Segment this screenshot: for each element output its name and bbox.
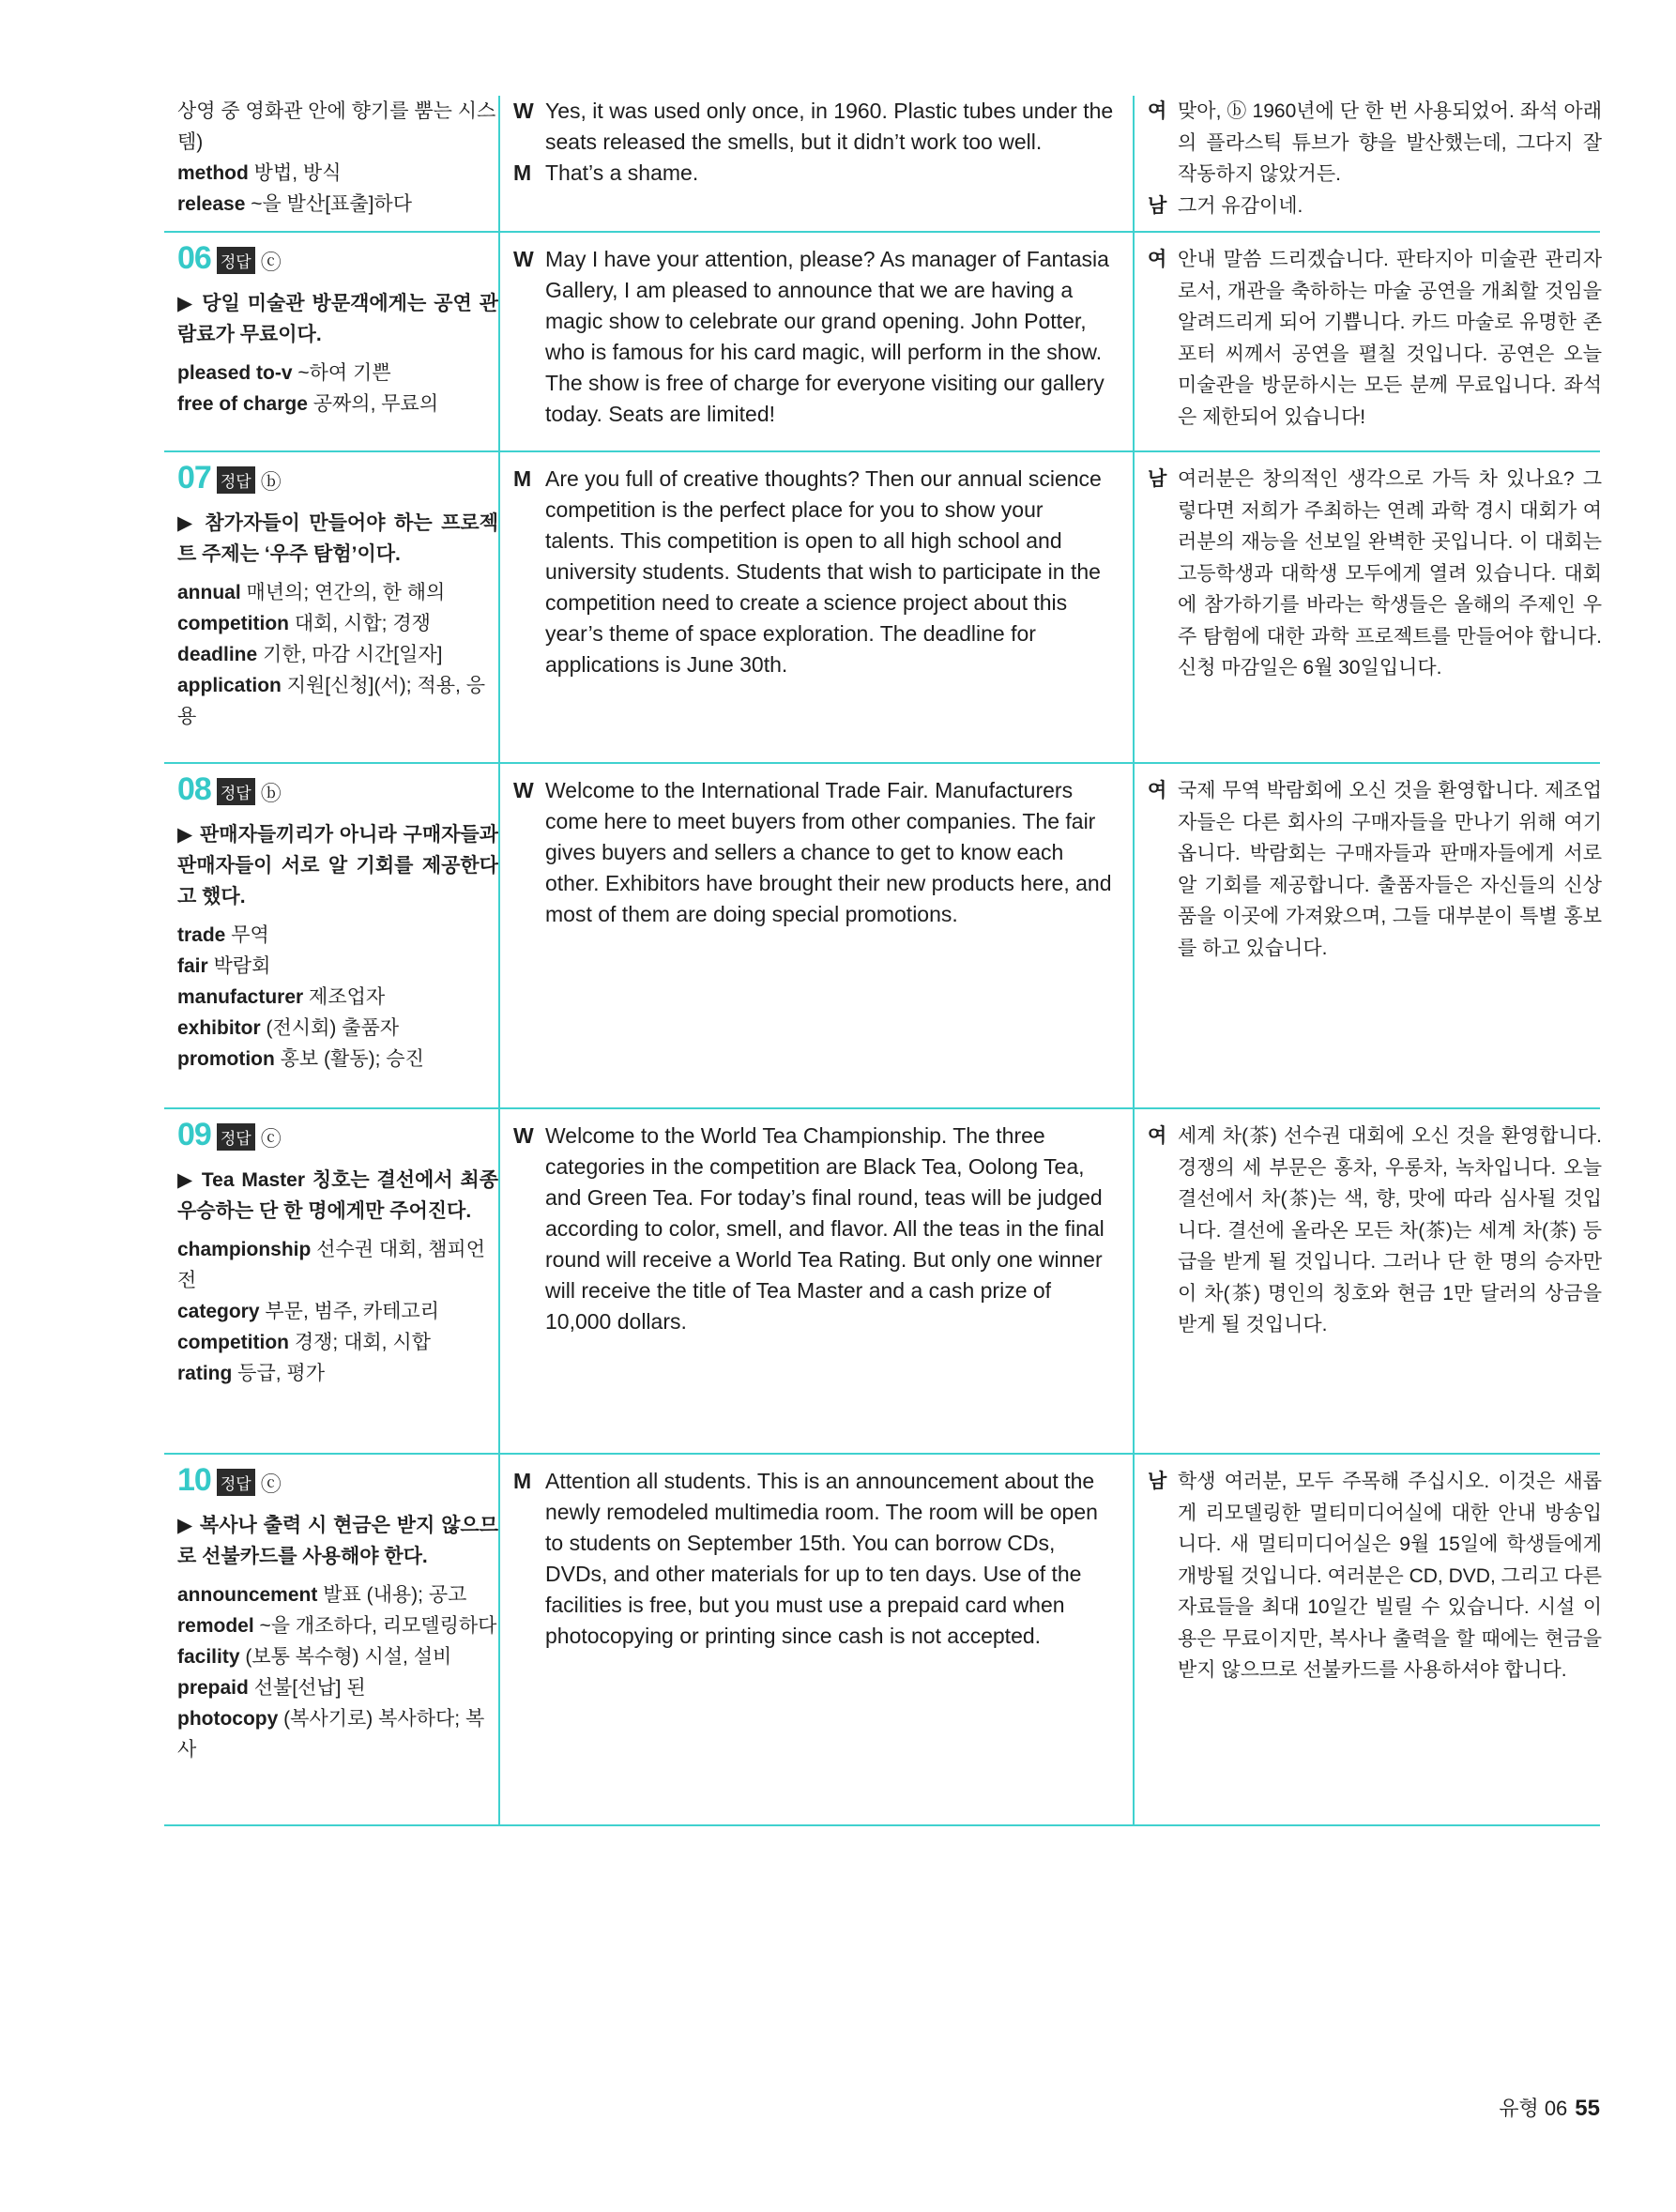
explanation: ▶ 판매자들끼리가 아니라 구매자들과 판매자들이 서로 알 기회를 제공한다고 했다.	[177, 824, 498, 908]
translation-line: 여 안내 말씀 드리겠습니다. 판타지아 미술관 관리자로서, 개관을 축하하는 마술 공연을 개최할 것임을 알려드리게 되어 기쁩니다. 카드 마술로 유명한 존 포터 씨께서 공연을 펼칠 것입니다. 공연은 오늘 미술관을 방문하시는 모든 분께 무료입니다. 좌석은 제한되어 있습니다!	[1148, 249, 1602, 428]
translation-column	[1133, 96, 1602, 231]
explanation: ▶ Tea Master 칭호는 결선에서 최종 우승하는 단 한 명에게만 주어진다.	[177, 1169, 498, 1223]
translation-line: 남 그거 유감이네.	[1148, 194, 1303, 217]
answer-label: 정답	[217, 1469, 255, 1496]
translation-line: 남 여러분은 창의적인 생각으로 가득 차 있나요? 그렇다면 저희가 주최하는 연례 과학 경시 대회가 여러분의 재능을 선보일 완벽한 곳입니다. 이 대회는 고등학생과 대학생 모두에게 열려 있습니다. 대회에 참가하기를 바라는 학생들은 올해의 주제인 우주 탐험에 대한 과학 프로젝트를 만들어야 합니다. 신청 마감일은 6월 30일입니다.	[1148, 468, 1602, 679]
translation-line: 여 맞아, ⓑ 1960년에 단 한 번 사용되었어. 좌석 아래의 플라스틱 튜브가 향을 발산했는데, 그다지 잘 작동하지 않았거든.	[1148, 100, 1602, 185]
translation-line: 여 국제 무역 박람회에 오신 것을 환영합니다. 제조업자들은 다른 회사의 구매자들을 만나기 위해 여기 옵니다. 박람회는 구매자들과 판매자들에게 서로 알 기회를 제공합니다. 출품자들은 자신들의 신상품을 이곳에 가져왔으며, 그들 대부분이 특별 홍보를 하고 있습니다.	[1148, 780, 1602, 959]
page-number: 55	[1575, 2096, 1600, 2121]
explanation: ▶ 복사나 출력 시 현금은 받지 않으므로 선불카드를 사용해야 한다.	[177, 1515, 498, 1568]
translation-column	[1133, 1109, 1602, 1453]
script-line: M Are you full of creative thoughts? Then our annual science competition is the perfect place for you to show your talents. This competition is open to all high school and university students. Students that wish to participate in the competition need to create a science project about this year’s theme of space exploration. The deadline for applications is June 30th.	[513, 466, 1102, 677]
script-line: M That’s a shame.	[513, 160, 699, 185]
answer-column	[177, 764, 498, 1107]
question-number: 08	[177, 771, 211, 807]
explanation: ▶ 참가자들이 만들어야 하는 프로젝트 주제는 ‘우주 탐험’이다.	[177, 512, 498, 566]
vocab-item: competition 경쟁; 대회, 시합	[177, 1332, 431, 1354]
vocab-item: deadline 기한, 마감 시간[일자]	[177, 644, 443, 666]
vocab-item: rating 등급, 평가	[177, 1363, 325, 1385]
vocab-item: free of charge 공짜의, 무료의	[177, 393, 439, 416]
script-column	[498, 233, 1133, 450]
vocab-item: exhibitor (전시회) 출품자	[177, 1017, 400, 1040]
answer-column	[177, 452, 498, 762]
vocab-column	[177, 96, 498, 231]
answer-label: 정답	[217, 778, 255, 805]
row-continuation	[164, 96, 1600, 233]
answer-column	[177, 1109, 498, 1453]
question-number: 07	[177, 460, 211, 496]
vocab-item: manufacturer 제조업자	[177, 986, 386, 1009]
vocab-item: pleased to-v ~하여 기쁜	[177, 362, 391, 385]
answer-choice: ⓒ	[260, 1127, 282, 1152]
script-line: W Welcome to the World Tea Championship. The three categories in the competition are Black Tea, Oolong Tea, and Green Tea. For today’s final round, teas will be judged according to color, smell, and flavor. All the teas in the final round will receive a World Tea Rating. But only one winner will receive the title of Tea Master and a cash prize of 10,000 dollars.	[513, 1123, 1105, 1334]
vocab-item: method 방법, 방식	[177, 162, 342, 184]
question-number: 10	[177, 1462, 211, 1498]
answer-label: 정답	[217, 1123, 255, 1151]
question-number: 09	[177, 1117, 211, 1152]
answer-label: 정답	[217, 247, 255, 274]
question-10	[164, 1455, 1600, 1826]
script-line: M Attention all students. This is an announcement about the newly remodeled multimedia room. The room will be open to students on September 15th. You can borrow CDs, DVDs, and other materials for up to ten days. Use of the facilities is free, but you must use a prepaid card when photocopying or printing since cash is not accepted.	[513, 1469, 1098, 1648]
answer-column	[177, 233, 498, 450]
vocab-item: announcement 발표 (내용); 공고	[177, 1584, 467, 1607]
answer-choice: ⓑ	[260, 470, 282, 495]
script-line: W Yes, it was used only once, in 1960. Plastic tubes under the seats released the smells, but it didn’t work too well.	[513, 99, 1114, 154]
script-column	[498, 96, 1133, 231]
vocab-item: championship 선수권 대회, 챔피언전	[177, 1239, 485, 1292]
vocab-item: annual 매년의; 연간의, 한 해의	[177, 582, 446, 604]
answer-label: 정답	[217, 466, 255, 494]
translation-line: 여 세계 차(茶) 선수권 대회에 오신 것을 환영합니다. 경쟁의 세 부문은 홍차, 우롱차, 녹차입니다. 오늘 결선에서 차(茶)는 색, 향, 맛에 따라 심사될 것입니다. 결선에 올라온 모든 차(茶)는 세계 차(茶) 등급을 받게 될 것입니다. 그러나 단 한 명의 승자만이 차(茶) 명인의 칭호와 현금 1만 달러의 상금을 받게 될 것입니다.	[1148, 1125, 1602, 1335]
question-07	[164, 452, 1600, 764]
vocab-item: photocopy (복사기로) 복사하다; 복사	[177, 1708, 485, 1762]
section-label: 유형 06	[1499, 2097, 1568, 2120]
vocab-item: fair 박람회	[177, 955, 271, 978]
script-line: W Welcome to the International Trade Fair. Manufacturers come here to meet buyers from other companies. The fair gives buyers and sellers a chance to get to know each other. Exhibitors have brought their new products here, and most of them are doing special promotions.	[513, 778, 1112, 926]
answer-column	[177, 1455, 498, 1824]
vocab-item: remodel ~을 개조하다, 리모델링하다	[177, 1615, 497, 1638]
answer-choice: ⓑ	[260, 782, 282, 806]
question-number: 06	[177, 240, 211, 276]
vocab-item: category 부문, 범주, 카테고리	[177, 1301, 440, 1323]
script-line: W May I have your attention, please? As manager of Fantasia Gallery, I am pleased to announce that we are having a magic show to celebrate our grand opening. John Potter, who is famous for his card magic, will perform in the show. The show is free of charge for everyone visiting our gallery today. Seats are limited!	[513, 247, 1109, 426]
vocab-item: competition 대회, 시합; 경쟁	[177, 613, 431, 635]
vocab-item: prepaid 선불[선납] 된	[177, 1677, 366, 1700]
script-column	[498, 452, 1133, 762]
answer-choice: ⓒ	[260, 251, 282, 275]
question-08	[164, 764, 1600, 1109]
translation-column	[1133, 1455, 1602, 1824]
question-06	[164, 233, 1600, 452]
translation-line: 남 학생 여러분, 모두 주목해 주십시오. 이것은 새롭게 리모델링한 멀티미디어실에 대한 안내 방송입니다. 새 멀티미디어실은 9월 15일에 학생들에게 개방될 것입니다. 여러분은 CD, DVD, 그리고 다른 자료들을 최대 10일간 빌릴 수 있습니다. 시설 이용은 무료이지만, 복사나 출력을 할 때에는 현금을 받지 않으므로 선불카드를 사용하셔야 합니다.	[1148, 1471, 1602, 1681]
page-footer	[1499, 2093, 1600, 2122]
vocab-item: 상영 중 영화관 안에 향기를 뿜는 시스템)	[177, 100, 496, 153]
script-column	[498, 764, 1133, 1107]
script-column	[498, 1109, 1133, 1453]
script-column	[498, 1455, 1133, 1824]
question-09	[164, 1109, 1600, 1455]
translation-column	[1133, 452, 1602, 762]
translation-column	[1133, 233, 1602, 450]
answer-choice: ⓒ	[260, 1472, 282, 1497]
vocab-item: facility (보통 복수형) 시설, 설비	[177, 1646, 452, 1669]
explanation: ▶ 당일 미술관 방문객에게는 공연 관람료가 무료이다.	[177, 293, 498, 346]
vocab-item: trade 무역	[177, 924, 269, 947]
vocab-item: application 지원[신청](서); 적용, 응용	[177, 675, 485, 728]
vocab-item: release ~을 발산[표출]하다	[177, 193, 413, 215]
translation-column	[1133, 764, 1602, 1107]
vocab-item: promotion 홍보 (활동); 승진	[177, 1048, 424, 1071]
